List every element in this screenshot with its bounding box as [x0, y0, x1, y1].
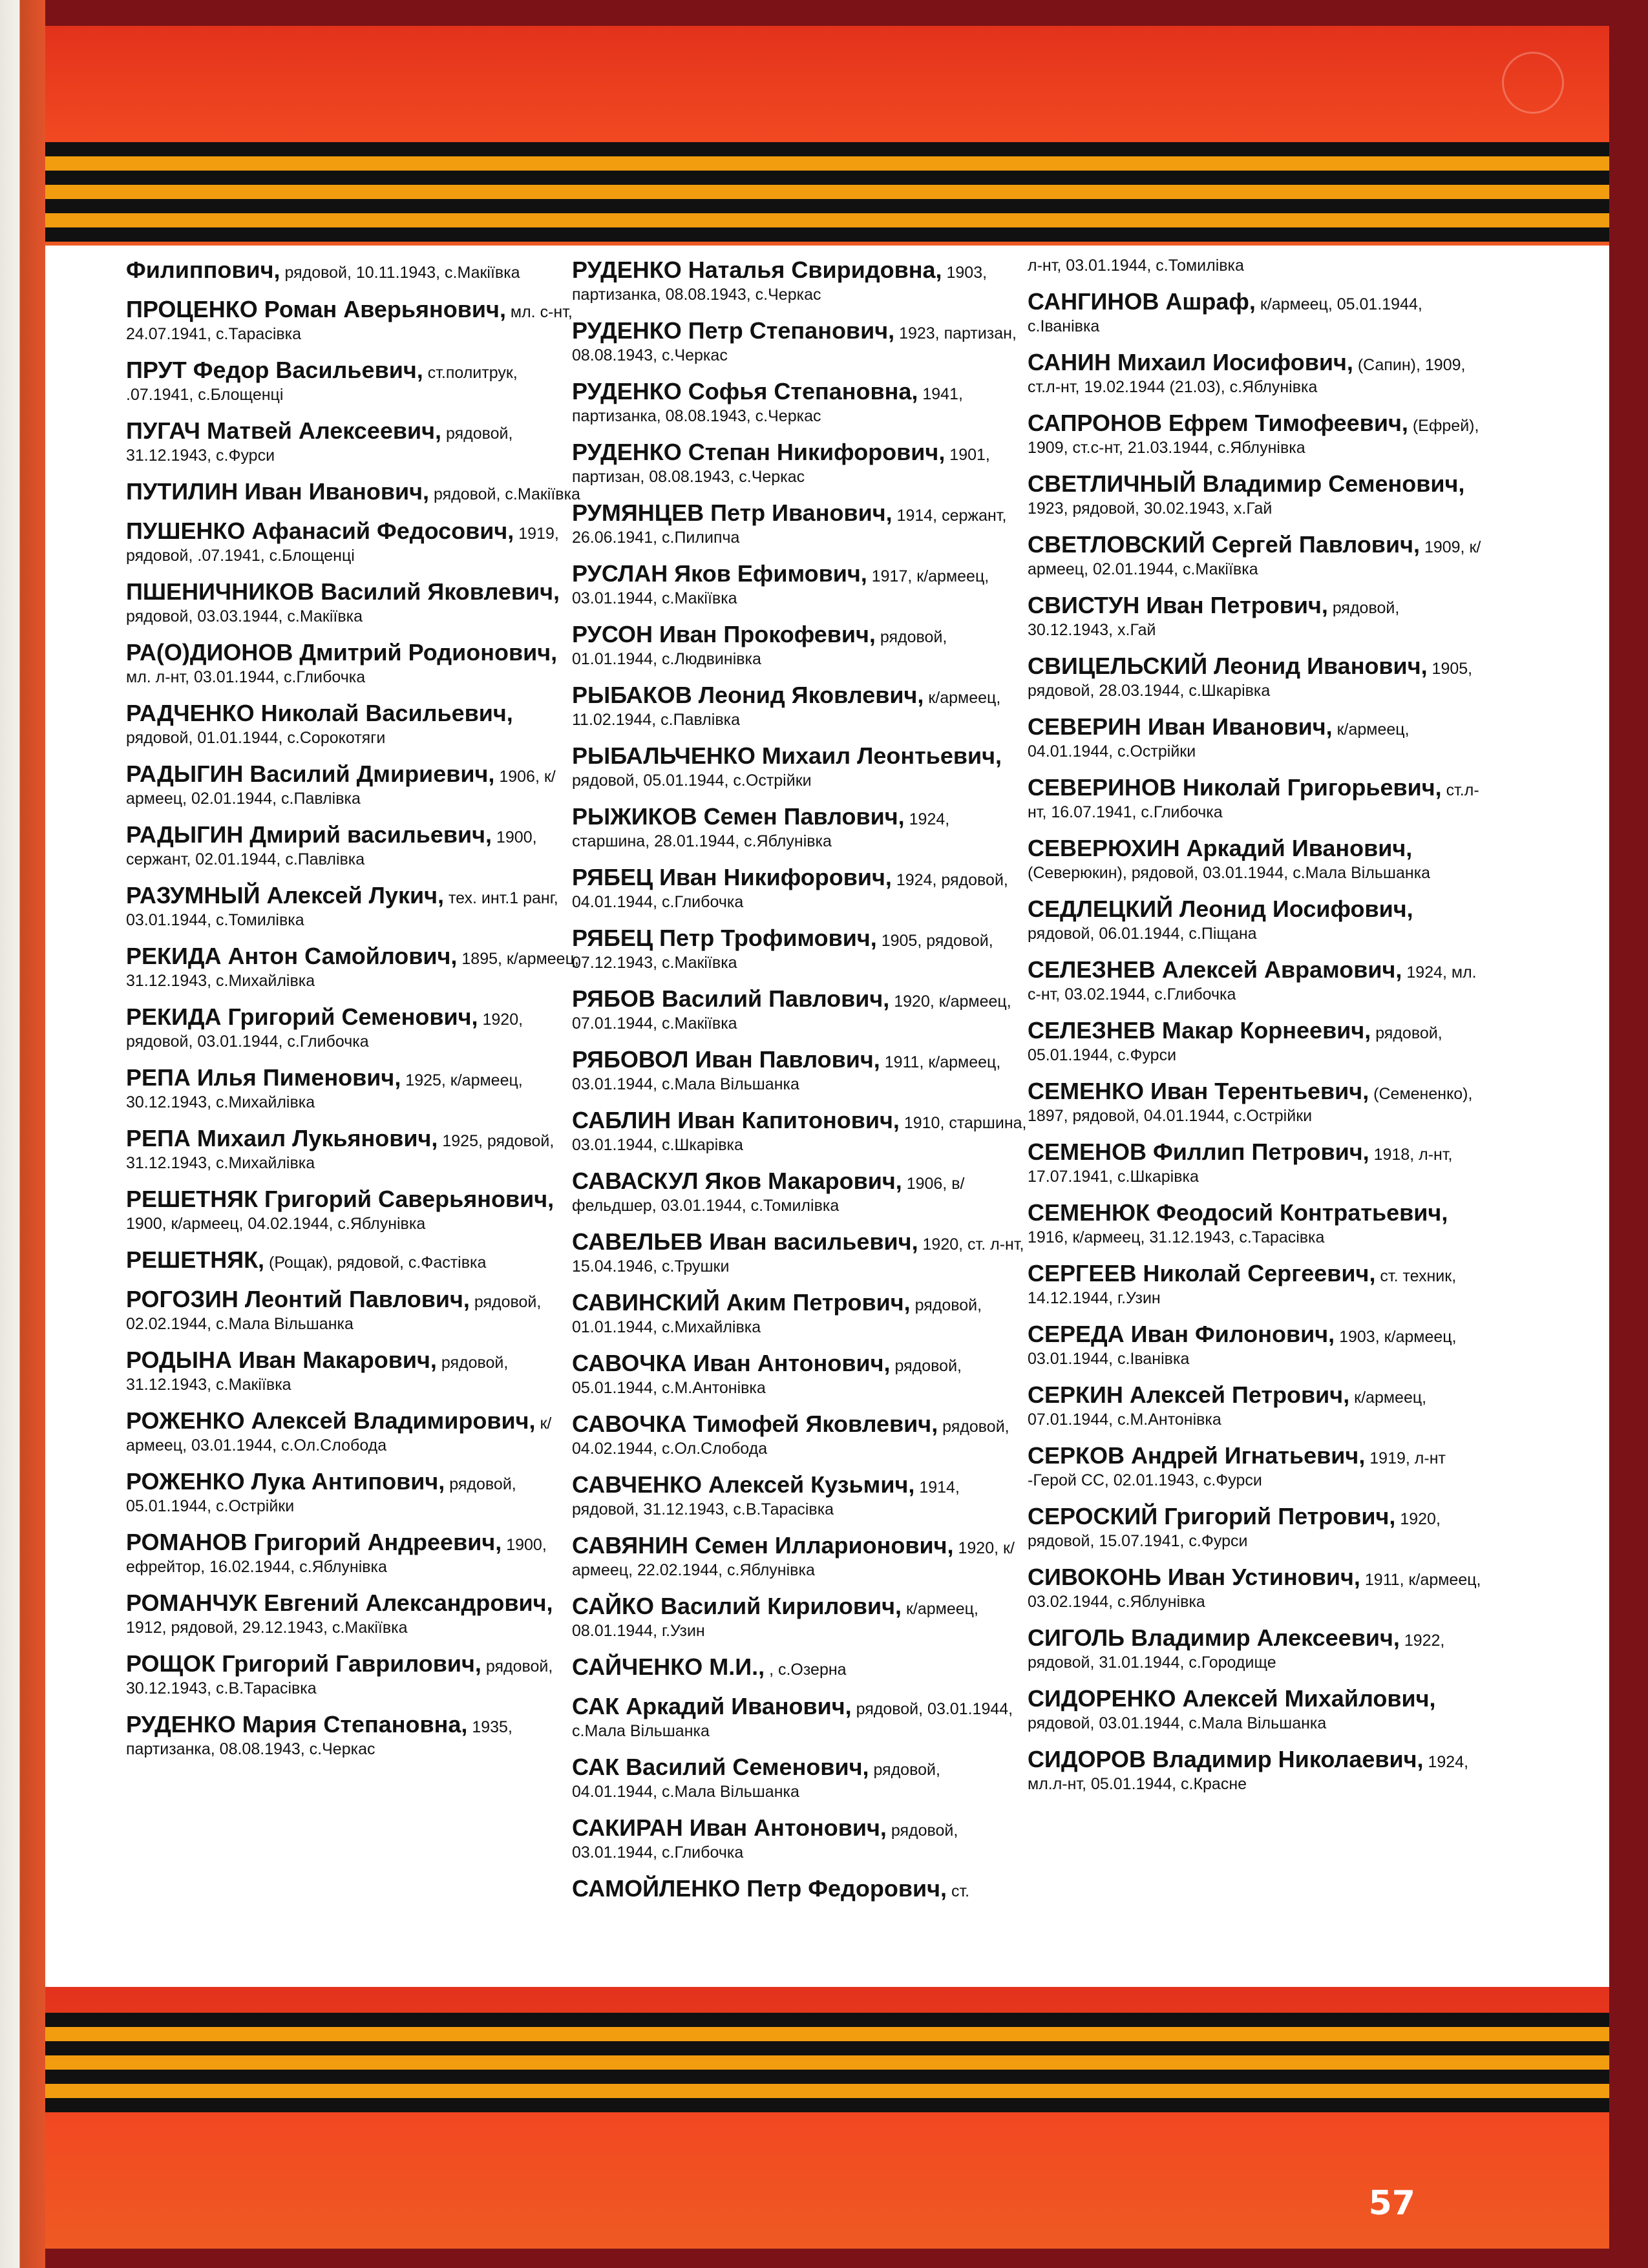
- list-item: [126, 1710, 582, 1760]
- list-item: [1028, 712, 1483, 762]
- person-name: САВИНСКИЙ Аким Петрович,: [572, 1289, 911, 1316]
- person-details: рядовой, 05.01.1944, с.Острійки: [572, 772, 812, 790]
- person-details: 1903, партизанка, 08.08.1943, с.Черкас: [572, 264, 988, 304]
- list-item: [1028, 1380, 1483, 1431]
- person-name: САКИРАН Иван Антонович,: [572, 1814, 887, 1841]
- person-name: РУДЕНКО Наталья Свиридовна,: [572, 257, 942, 283]
- person-name: ПУГАЧ Матвей Алексеевич,: [126, 417, 442, 444]
- person-name: РОДЫНА Иван Макарович,: [126, 1347, 437, 1373]
- list-item: [572, 377, 1028, 427]
- person-name: СИГОЛЬ Владимир Алексеевич,: [1028, 1624, 1400, 1651]
- list-item: [572, 255, 1028, 306]
- person-details: (Ефрей), 1909, ст.с-нт, 21.03.1944, с.Яблунівка: [1028, 417, 1479, 457]
- person-name: РУСОН Иван Прокофевич,: [572, 621, 876, 647]
- list-item: [572, 1813, 1028, 1864]
- person-name: САБЛИН Иван Капитонович,: [572, 1107, 900, 1133]
- person-details: 1905, рядовой, 07.12.1943, с.Макіївка: [572, 932, 993, 972]
- person-details: 1924, старшина, 28.01.1944, с.Яблунівка: [572, 810, 950, 850]
- person-details: 1903, к/армеец, 03.01.1944, с.Іванівка: [1028, 1328, 1457, 1368]
- list-item: [572, 1045, 1028, 1095]
- list-item: [126, 698, 582, 749]
- person-name: СЕРЕДА Иван Филонович,: [1028, 1321, 1335, 1347]
- list-item: [572, 1692, 1028, 1742]
- person-details: рядовой, 03.03.1944, с.Макіївка: [126, 607, 363, 625]
- person-name: САНИН Михаил Иосифович,: [1028, 349, 1353, 375]
- list-item: [126, 881, 582, 931]
- list-item: [126, 1285, 582, 1335]
- person-name: СЕРГЕЕВ Николай Сергеевич,: [1028, 1260, 1376, 1286]
- person-details: 1905, рядовой, 28.03.1944, с.Шкарівка: [1028, 660, 1473, 700]
- name-column-1: [126, 255, 582, 1770]
- list-item: [1028, 834, 1483, 884]
- list-item: [572, 1166, 1028, 1217]
- list-item: [1028, 1562, 1483, 1613]
- list-item: [1028, 1502, 1483, 1552]
- list-item: [572, 1531, 1028, 1581]
- list-item: [1028, 1319, 1483, 1370]
- person-name: РЫБАКОВ Леонид Яковлевич,: [572, 682, 924, 708]
- person-name: СЕРОСКИЙ Григорий Петрович,: [1028, 1503, 1396, 1529]
- list-item: [1028, 1198, 1483, 1248]
- person-details: 1924, мл. с-нт, 03.02.1944, с.Глибочка: [1028, 963, 1477, 1003]
- person-details: рядовой, 30.12.1943, с.В.Тарасівка: [126, 1657, 553, 1697]
- person-details: 1914, сержант, 26.06.1941, с.Пилипча: [572, 507, 1007, 547]
- list-item: [126, 255, 582, 284]
- person-name: Филиппович,: [126, 257, 280, 283]
- person-name: СЕМЕНОВ Филлип Петрович,: [1028, 1139, 1369, 1165]
- person-details: 1919, л-нт -Герой СС, 02.01.1943, с.Фурси: [1028, 1449, 1446, 1489]
- person-details: 1900, сержант, 02.01.1944, с.Павлівка: [126, 828, 537, 868]
- person-name: РА(О)ДИОНОВ Дмитрий Родионович,: [126, 639, 558, 666]
- list-item: [1028, 1441, 1483, 1491]
- list-item: [126, 1467, 582, 1517]
- st-george-ribbon: [45, 142, 1609, 242]
- person-name: СЕВЕРЮХИН Аркадий Иванович,: [1028, 835, 1413, 861]
- person-name: РУДЕНКО Мария Степановна,: [126, 1711, 468, 1738]
- person-name: РОЩОК Григорий Гаврилович,: [126, 1650, 481, 1677]
- list-item: [126, 1649, 582, 1699]
- person-name: СИДОРОВ Владимир Николаевич,: [1028, 1746, 1424, 1772]
- person-name: РАДЫГИН Дмирий васильевич,: [126, 821, 492, 848]
- person-name: РУСЛАН Яков Ефимович,: [572, 560, 867, 587]
- person-details: рядовой, 05.01.1944, с.Фурси: [1028, 1024, 1442, 1064]
- person-name: РЫБАЛЬЧЕНКО Михаил Леонтьевич,: [572, 742, 1002, 769]
- person-name: САВОЧКА Тимофей Яковлевич,: [572, 1411, 938, 1437]
- list-item: [572, 498, 1028, 549]
- list-item: [1028, 348, 1483, 398]
- person-details: рядовой, 03.01.1944, с.Мала Вільшанка: [572, 1700, 1013, 1740]
- person-name: САК Аркадий Иванович,: [572, 1693, 852, 1719]
- person-details: 1925, к/армеец, 30.12.1943, с.Михайлівка: [126, 1071, 523, 1111]
- person-name: СЕЛЕЗНЕВ Алексей Аврамович,: [1028, 956, 1402, 983]
- person-details: 1922, рядовой, 31.01.1944, с.Городище: [1028, 1632, 1445, 1672]
- person-details: 1911, к/армеец, 03.01.1944, с.Мала Вільшанка: [572, 1053, 1001, 1093]
- person-name: СЕВЕРИН Иван Иванович,: [1028, 713, 1333, 740]
- person-details: 1920, к/армеец, 07.01.1944, с.Макіївка: [572, 992, 1011, 1033]
- page-number: 57: [1368, 2184, 1415, 2223]
- person-name: РАДЫГИН Василий Дмириевич,: [126, 761, 495, 787]
- list-item: [1028, 1259, 1483, 1309]
- list-item: [1028, 1137, 1483, 1188]
- list-item: [1028, 255, 1483, 277]
- list-item: [572, 802, 1028, 852]
- list-item: [572, 1227, 1028, 1277]
- person-name: САНГИНОВ Ашраф,: [1028, 288, 1256, 315]
- person-details: л-нт, 03.01.1944, с.Томилівка: [1028, 257, 1244, 275]
- list-item: [1028, 530, 1483, 580]
- person-name: РЯБЕЦ Петр Трофимович,: [572, 925, 877, 951]
- person-name: РУМЯНЦЕВ Петр Иванович,: [572, 499, 893, 526]
- list-item: [572, 680, 1028, 731]
- person-name: СВИСТУН Иван Петрович,: [1028, 592, 1328, 618]
- person-name: РОЖЕНКО Алексей Владимирович,: [126, 1407, 536, 1434]
- list-item: [126, 577, 582, 627]
- person-name: РЕПА Михаил Лукьянович,: [126, 1125, 438, 1151]
- person-details: 1920, к/армеец, 22.02.1944, с.Яблунівка: [572, 1539, 1015, 1579]
- list-item: [126, 941, 582, 992]
- person-name: САЙКО Василий Кирилович,: [572, 1593, 902, 1619]
- person-details: рядовой, 03.01.1944, с.Глибочка: [572, 1822, 958, 1862]
- list-item: [572, 984, 1028, 1034]
- person-name: РУДЕНКО Степан Никифорович,: [572, 439, 945, 465]
- person-details: (Сапин), 1909, ст.л-нт, 19.02.1944 (21.03), с.Яблунівка: [1028, 356, 1466, 396]
- list-item: [572, 1349, 1028, 1399]
- person-details: рядовой, 02.02.1944, с.Мала Вільшанка: [126, 1293, 542, 1333]
- list-item: [572, 559, 1028, 609]
- list-item: [572, 1591, 1028, 1642]
- list-item: [1028, 955, 1483, 1005]
- person-details: рядовой, 03.01.1944, с.Мала Вільшанка: [1028, 1714, 1327, 1732]
- list-item: [126, 1588, 582, 1639]
- book-page: [45, 26, 1609, 2249]
- person-details: рядовой, 30.12.1943, х.Гай: [1028, 599, 1400, 639]
- list-item: [572, 1288, 1028, 1338]
- name-column-3: [1028, 255, 1483, 1805]
- person-details: рядовой, 05.01.1944, с.Острійки: [126, 1475, 516, 1515]
- list-item: [1028, 1076, 1483, 1127]
- list-item: [126, 1245, 582, 1274]
- person-details: 1900, к/армеец, 04.02.1944, с.Яблунівка: [126, 1215, 426, 1233]
- person-name: РЯБОВОЛ Иван Павлович,: [572, 1046, 880, 1073]
- person-name: РЕШЕТНЯК,: [126, 1246, 265, 1273]
- person-name: СЕЛЕЗНЕВ Макар Корнеевич,: [1028, 1017, 1371, 1044]
- person-name: СЕРКОВ Андрей Игнатьевич,: [1028, 1442, 1366, 1469]
- person-name: САЙЧЕНКО М.И.,: [572, 1654, 765, 1680]
- person-name: РЕШЕТНЯК Григорий Саверьянович,: [126, 1186, 555, 1212]
- person-name: САВЧЕНКО Алексей Кузьмич,: [572, 1471, 915, 1498]
- person-details: 1918, л-нт, 17.07.1941, с.Шкарівка: [1028, 1146, 1453, 1186]
- person-name: РЕКИДА Антон Самойлович,: [126, 943, 458, 969]
- person-name: РЕПА Илья Пименович,: [126, 1064, 401, 1091]
- person-name: РОГОЗИН Леонтий Павлович,: [126, 1286, 470, 1312]
- list-item: [572, 1106, 1028, 1156]
- person-name: СИДОРЕНКО Алексей Михайлович,: [1028, 1685, 1436, 1712]
- person-details: 1910, старшина, 03.01.1944, с.Шкарівка: [572, 1114, 1027, 1154]
- person-details: 1923, партизан, 08.08.1943, с.Черкас: [572, 324, 1017, 364]
- list-item: [126, 638, 582, 688]
- person-details: 1906, в/фельдшер, 03.01.1944, с.Томилівка: [572, 1175, 965, 1215]
- bottom-decorative-band: [45, 1987, 1609, 2249]
- person-details: 1920, рядовой, 03.01.1944, с.Глибочка: [126, 1011, 523, 1051]
- person-details: 1901, партизан, 08.08.1943, с.Черкас: [572, 446, 990, 486]
- list-item: [126, 516, 582, 567]
- person-name: РЯБОВ Василий Павлович,: [572, 985, 890, 1012]
- person-details: 1920, ст. л-нт, 15.04.1946, с.Трушки: [572, 1235, 1024, 1276]
- person-details: 1923, рядовой, 30.02.1943, х.Гай: [1028, 499, 1273, 518]
- person-details: рядовой, 31.12.1943, с.Фурси: [126, 425, 513, 465]
- list-item: [1028, 287, 1483, 337]
- person-details: 1914, рядовой, 31.12.1943, с.В.Тарасівка: [572, 1478, 960, 1518]
- person-details: тех. инт.1 ранг, 03.01.1944, с.Томилівка: [126, 889, 558, 929]
- list-item: [572, 923, 1028, 974]
- person-details: 1900, ефрейтор, 16.02.1944, с.Яблунівка: [126, 1536, 547, 1576]
- top-decorative-band: [45, 26, 1609, 246]
- person-details: мл. с-нт, 24.07.1941, с.Тарасівка: [126, 303, 573, 343]
- person-name: ПРОЦЕНКО Роман Аверьянович,: [126, 296, 506, 322]
- person-details: 1925, рядовой, 31.12.1943, с.Михайлівка: [126, 1132, 555, 1172]
- list-item: [126, 295, 582, 345]
- person-details: 1941, партизанка, 08.08.1943, с.Черкас: [572, 385, 963, 425]
- person-name: СЕВЕРИНОВ Николай Григорьевич,: [1028, 774, 1442, 801]
- person-details: рядовой, 10.11.1943, с.Макіївка: [284, 264, 520, 282]
- person-details: к/армеец, 04.01.1944, с.Острійки: [1028, 720, 1410, 761]
- person-details: рядовой, 04.01.1944, с.Мала Вільшанка: [572, 1761, 940, 1801]
- person-details: рядовой, 01.01.1944, с.Людвинівка: [572, 628, 947, 668]
- person-name: РОМАНОВ Григорий Андреевич,: [126, 1529, 502, 1555]
- person-details: , с.Озерна: [769, 1661, 847, 1679]
- list-item: [572, 1470, 1028, 1520]
- person-name: СЕМЕНКО Иван Терентьевич,: [1028, 1078, 1369, 1104]
- person-details: 1917, к/армеец, 03.01.1944, с.Макіївка: [572, 567, 989, 607]
- person-details: ст. техник, 14.12.1944, г.Узин: [1028, 1267, 1457, 1307]
- list-item: [1028, 651, 1483, 702]
- person-name: ПУШЕНКО Афанасий Федосович,: [126, 518, 514, 544]
- list-item: [1028, 469, 1483, 520]
- person-details: ст.л-нт, 16.07.1941, с.Глибочка: [1028, 781, 1479, 821]
- person-name: САВЯНИН Семен Илларионович,: [572, 1532, 954, 1559]
- list-item: [126, 355, 582, 406]
- person-name: РЫЖИКОВ Семен Павлович,: [572, 803, 905, 830]
- list-item: [1028, 1745, 1483, 1795]
- person-name: ПШЕНИЧНИКОВ Василий Яковлевич,: [126, 578, 560, 605]
- emblem-watermark-icon: [1502, 52, 1564, 114]
- person-name: РАЗУМНЫЙ Алексей Лукич,: [126, 882, 444, 908]
- person-name: СЕДЛЕЦКИЙ Леонид Иосифович,: [1028, 896, 1413, 922]
- person-details: к/армеец, 08.01.1944, г.Узин: [572, 1600, 978, 1640]
- list-item: [126, 820, 582, 870]
- list-item: [1028, 894, 1483, 945]
- st-george-ribbon: [45, 2013, 1609, 2112]
- person-details: 1920, рядовой, 15.07.1941, с.Фурси: [1028, 1510, 1441, 1550]
- list-item: [1028, 591, 1483, 641]
- list-item: [126, 1124, 582, 1174]
- person-name: СИВОКОНЬ Иван Устинович,: [1028, 1564, 1360, 1590]
- list-item: [126, 1184, 582, 1235]
- person-details: рядовой, 05.01.1944, с.М.Антонівка: [572, 1357, 962, 1397]
- person-details: 1919, рядовой, .07.1941, с.Блощенці: [126, 525, 559, 565]
- person-name: ПРУТ Федор Васильевич,: [126, 357, 423, 383]
- person-name: САМОЙЛЕНКО Петр Федорович,: [572, 1875, 947, 1902]
- person-details: (Северюкин), рядовой, 03.01.1944, с.Мала Вільшанка: [1028, 864, 1431, 882]
- list-item: [572, 316, 1028, 366]
- list-item: [126, 1002, 582, 1053]
- list-item: [1028, 1016, 1483, 1066]
- person-name: СЕРКИН Алексей Петрович,: [1028, 1381, 1350, 1408]
- list-item: [572, 437, 1028, 488]
- person-name: РУДЕНКО Петр Степанович,: [572, 317, 895, 344]
- list-item: [126, 1528, 582, 1578]
- list-item: [1028, 773, 1483, 823]
- list-item: [126, 416, 582, 467]
- person-name: РОЖЕНКО Лука Антипович,: [126, 1468, 445, 1495]
- person-details: 1895, к/армеец, 31.12.1943, с.Михайлівка: [126, 950, 579, 990]
- person-details: к/армеец, 07.01.1944, с.М.Антонівка: [1028, 1389, 1427, 1429]
- person-name: РОМАНЧУК Евгений Александрович,: [126, 1590, 553, 1616]
- person-name: САВЕЛЬЕВ Иван васильевич,: [572, 1228, 918, 1255]
- book-spine-edge: [0, 0, 45, 2268]
- person-name: РЯБЕЦ Иван Никифорович,: [572, 864, 892, 890]
- person-details: рядовой, 31.12.1943, с.Макіївка: [126, 1354, 509, 1394]
- person-name: ПУТИЛИН Иван Иванович,: [126, 478, 430, 505]
- person-name: РАДЧЕНКО Николай Васильевич,: [126, 700, 513, 726]
- list-item: [1028, 1684, 1483, 1734]
- list-item: [126, 1345, 582, 1396]
- person-name: РУДЕНКО Софья Степановна,: [572, 378, 918, 404]
- person-details: рядовой, 01.01.1944, с.Сорокотяги: [126, 729, 386, 747]
- list-item: [572, 620, 1028, 670]
- list-item: [572, 863, 1028, 913]
- person-details: рядовой, 01.01.1944, с.Михайлівка: [572, 1296, 982, 1336]
- list-item: [572, 741, 1028, 792]
- list-item: [1028, 1623, 1483, 1674]
- person-details: (Семененко), 1897, рядовой, 04.01.1944, с.Острійки: [1028, 1085, 1473, 1125]
- person-name: САК Василий Семенович,: [572, 1754, 869, 1780]
- list-item: [1028, 408, 1483, 459]
- person-details: к/армеец, 05.01.1944, с.Іванівка: [1028, 295, 1422, 335]
- person-name: САПРОНОВ Ефрем Тимофеевич,: [1028, 410, 1408, 436]
- person-details: рядовой, с.Макіївка: [433, 485, 580, 503]
- person-name: СВИЦЕЛЬСКИЙ Леонид Иванович,: [1028, 653, 1428, 679]
- person-name: СВЕТЛИЧНЫЙ Владимир Семенович,: [1028, 470, 1465, 497]
- person-details: 1912, рядовой, 29.12.1943, с.Макіївка: [126, 1619, 408, 1637]
- list-item: [126, 1063, 582, 1113]
- person-details: к/армеец, 11.02.1944, с.Павлівка: [572, 689, 1001, 729]
- person-name: САВОЧКА Иван Антонович,: [572, 1350, 891, 1376]
- person-name: САВАСКУЛ Яков Макарович,: [572, 1168, 902, 1194]
- list-item: [572, 1752, 1028, 1803]
- person-details: рядовой, 06.01.1944, с.Піщана: [1028, 925, 1257, 943]
- person-details: ст.политрук, .07.1941, с.Блощенці: [126, 364, 518, 404]
- person-details: рядовой, 04.02.1944, с.Ол.Слобода: [572, 1418, 1009, 1458]
- person-details: 1906, к/армеец, 02.01.1944, с.Павлівка: [126, 768, 556, 808]
- list-item: [572, 1874, 1028, 1903]
- list-item: [572, 1409, 1028, 1460]
- person-details: 1935, партизанка, 08.08.1943, с.Черкас: [126, 1718, 512, 1758]
- person-details: 1924, рядовой, 04.01.1944, с.Глибочка: [572, 871, 1008, 911]
- list-item: [126, 1406, 582, 1456]
- list-item: [126, 477, 582, 506]
- name-column-2: [572, 255, 1028, 1913]
- person-details: ст.: [951, 1882, 970, 1900]
- person-name: СВЕТЛОВСКИЙ Сергей Павлович,: [1028, 531, 1420, 558]
- person-details: к/армеец, 03.01.1944, с.Ол.Слобода: [126, 1414, 552, 1454]
- list-item: [126, 759, 582, 810]
- person-details: 1911, к/армеец, 03.02.1944, с.Яблунівка: [1028, 1571, 1481, 1611]
- person-details: 1924, мл.л-нт, 05.01.1944, с.Красне: [1028, 1753, 1469, 1793]
- person-details: мл. л-нт, 03.01.1944, с.Глибочка: [126, 668, 366, 686]
- list-item: [572, 1652, 1028, 1681]
- person-name: РЕКИДА Григорий Семенович,: [126, 1003, 478, 1030]
- person-details: 1916, к/армеец, 31.12.1943, с.Тарасівка: [1028, 1228, 1325, 1246]
- person-details: (Рощак), рядовой, с.Фастівка: [269, 1254, 487, 1272]
- person-details: 1909, к/армеец, 02.01.1944, с.Макіївка: [1028, 538, 1481, 578]
- person-name: СЕМЕНЮК Феодосий Контратьевич,: [1028, 1199, 1448, 1226]
